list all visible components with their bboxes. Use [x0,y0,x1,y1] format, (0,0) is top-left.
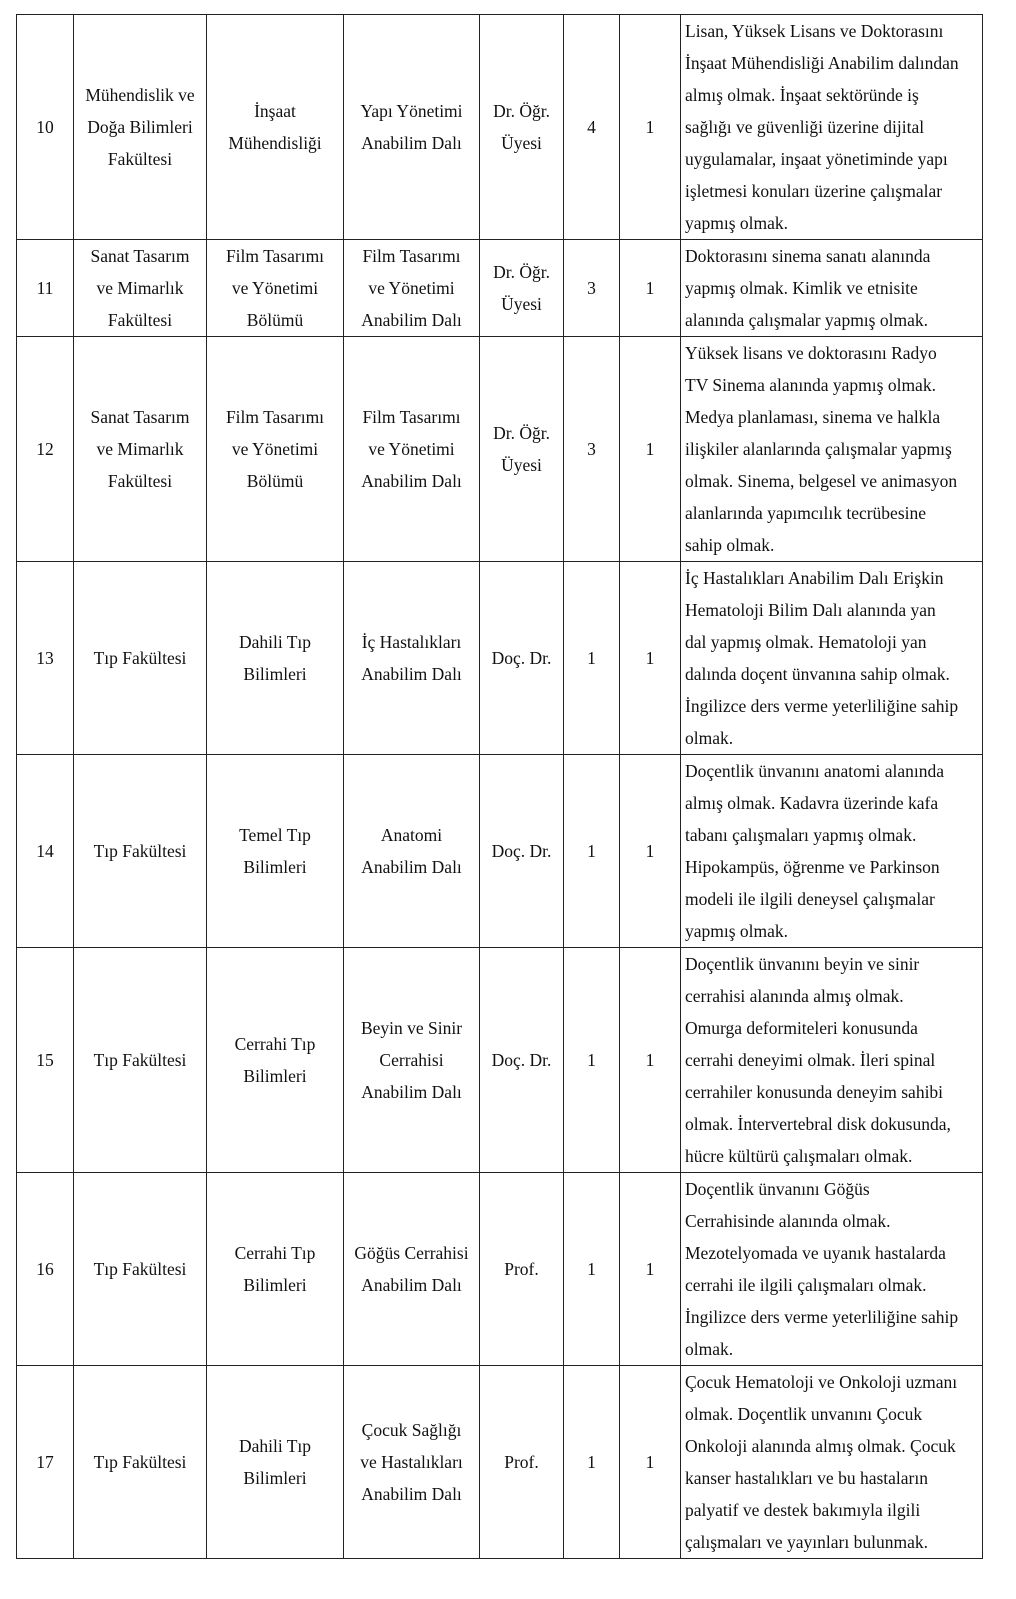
division-cell: İç Hastalıkları Anabilim Dalı [344,562,480,755]
department-cell: Cerrahi Tıp Bilimleri [207,948,344,1173]
degree-cell: 1 [564,948,620,1173]
title-cell: Dr. Öğr. Üyesi [480,337,564,562]
faculty-cell: Tıp Fakültesi [74,1366,207,1559]
faculty-cell: Tıp Fakültesi [74,755,207,948]
faculty-cell: Tıp Fakültesi [74,1173,207,1366]
count-cell: 1 [620,337,681,562]
degree-cell: 3 [564,240,620,337]
table-row [17,337,983,562]
requirements-cell: Çocuk Hematoloji ve Onkoloji uzmanı olmak. Doçentlik unvanını Çocuk Onkoloji alanında almış olmak. Çocuk kanser hastalıkları ve bu hastaların palyatif ve destek bakımıyla ilgili çalışmaları ve yayınları bulunmak. [681,1366,983,1559]
row-number: 15 [17,948,74,1173]
degree-cell: 3 [564,337,620,562]
degree-cell: 1 [564,755,620,948]
row-number: 10 [17,15,74,240]
title-cell: Dr. Öğr. Üyesi [480,15,564,240]
table-row [17,15,983,240]
requirements-cell: İç Hastalıkları Anabilim Dalı Erişkin Hematoloji Bilim Dalı alanında yan dal yapmış olmak. Hematoloji yan dalında doçent ünvanına sahip olmak. İngilizce ders verme yeterliliğine sahip olmak. [681,562,983,755]
requirements-cell: Doçentlik ünvanını anatomi alanında almış olmak. Kadavra üzerinde kafa tabanı çalışmaları yapmış olmak. Hipokampüs, öğrenme ve Parkinson modeli ile ilgili deneysel çalışmalar yapmış olmak. [681,755,983,948]
count-cell: 1 [620,240,681,337]
department-cell: Dahili Tıp Bilimleri [207,562,344,755]
requirements-cell: Lisan, Yüksek Lisans ve Doktorasını İnşaat Mühendisliği Anabilim dalından almış olmak. İnşaat sektöründe iş sağlığı ve güvenliği üzerine dijital uygulamalar, inşaat yönetiminde yapı işletmesi konuları üzerine çalışmalar yapmış olmak. [681,15,983,240]
title-cell: Doç. Dr. [480,948,564,1173]
count-cell: 1 [620,15,681,240]
degree-cell: 1 [564,1366,620,1559]
division-cell: Yapı Yönetimi Anabilim Dalı [344,15,480,240]
faculty-cell: Mühendislik ve Doğa Bilimleri Fakültesi [74,15,207,240]
department-cell: Temel Tıp Bilimleri [207,755,344,948]
department-cell: Film Tasarımı ve Yönetimi Bölümü [207,240,344,337]
table-row [17,562,983,755]
division-cell: Anatomi Anabilim Dalı [344,755,480,948]
degree-cell: 4 [564,15,620,240]
table-row [17,240,983,337]
title-cell: Doç. Dr. [480,755,564,948]
department-cell: İnşaat Mühendisliği [207,15,344,240]
department-cell: Cerrahi Tıp Bilimleri [207,1173,344,1366]
degree-cell: 1 [564,562,620,755]
degree-cell: 1 [564,1173,620,1366]
table-row [17,1366,983,1559]
count-cell: 1 [620,948,681,1173]
count-cell: 1 [620,1173,681,1366]
row-number: 12 [17,337,74,562]
count-cell: 1 [620,1366,681,1559]
division-cell: Film Tasarımı ve Yönetimi Anabilim Dalı [344,240,480,337]
title-cell: Dr. Öğr. Üyesi [480,240,564,337]
row-number: 11 [17,240,74,337]
table-body [17,15,983,1559]
faculty-cell: Sanat Tasarım ve Mimarlık Fakültesi [74,337,207,562]
division-cell: Beyin ve Sinir Cerrahisi Anabilim Dalı [344,948,480,1173]
title-cell: Doç. Dr. [480,562,564,755]
title-cell: Prof. [480,1173,564,1366]
requirements-cell: Doçentlik ünvanını Göğüs Cerrahisinde alanında olmak. Mezotelyomada ve uyanık hastalarda cerrahi ile ilgili çalışmaları olmak. İngilizce ders verme yeterliliğine sahip olmak. [681,1173,983,1366]
title-cell: Prof. [480,1366,564,1559]
division-cell: Göğüs Cerrahisi Anabilim Dalı [344,1173,480,1366]
faculty-cell: Tıp Fakültesi [74,948,207,1173]
department-cell: Dahili Tıp Bilimleri [207,1366,344,1559]
row-number: 17 [17,1366,74,1559]
faculty-cell: Tıp Fakültesi [74,562,207,755]
table-row [17,755,983,948]
row-number: 13 [17,562,74,755]
requirements-cell: Doçentlik ünvanını beyin ve sinir cerrahisi alanında almış olmak. Omurga deformiteleri konusunda cerrahi deneyimi olmak. İleri spinal cerrahiler konusunda deneyim sahibi olmak. İntervertebral disk dokusunda, hücre kültürü çalışmaları olmak. [681,948,983,1173]
row-number: 14 [17,755,74,948]
count-cell: 1 [620,755,681,948]
division-cell: Çocuk Sağlığı ve Hastalıkları Anabilim Dalı [344,1366,480,1559]
table-row [17,948,983,1173]
requirements-cell: Doktorasını sinema sanatı alanında yapmış olmak. Kimlik ve etnisite alanında çalışmalar yapmış olmak. [681,240,983,337]
table-row [17,1173,983,1366]
division-cell: Film Tasarımı ve Yönetimi Anabilim Dalı [344,337,480,562]
positions-table [16,14,983,1559]
row-number: 16 [17,1173,74,1366]
requirements-cell: Yüksek lisans ve doktorasını Radyo TV Sinema alanında yapmış olmak. Medya planlaması, sinema ve halkla ilişkiler alanlarında çalışmalar yapmış olmak. Sinema, belgesel ve animasyon alanlarında yapımcılık tecrübesine sahip olmak. [681,337,983,562]
faculty-cell: Sanat Tasarım ve Mimarlık Fakültesi [74,240,207,337]
department-cell: Film Tasarımı ve Yönetimi Bölümü [207,337,344,562]
count-cell: 1 [620,562,681,755]
